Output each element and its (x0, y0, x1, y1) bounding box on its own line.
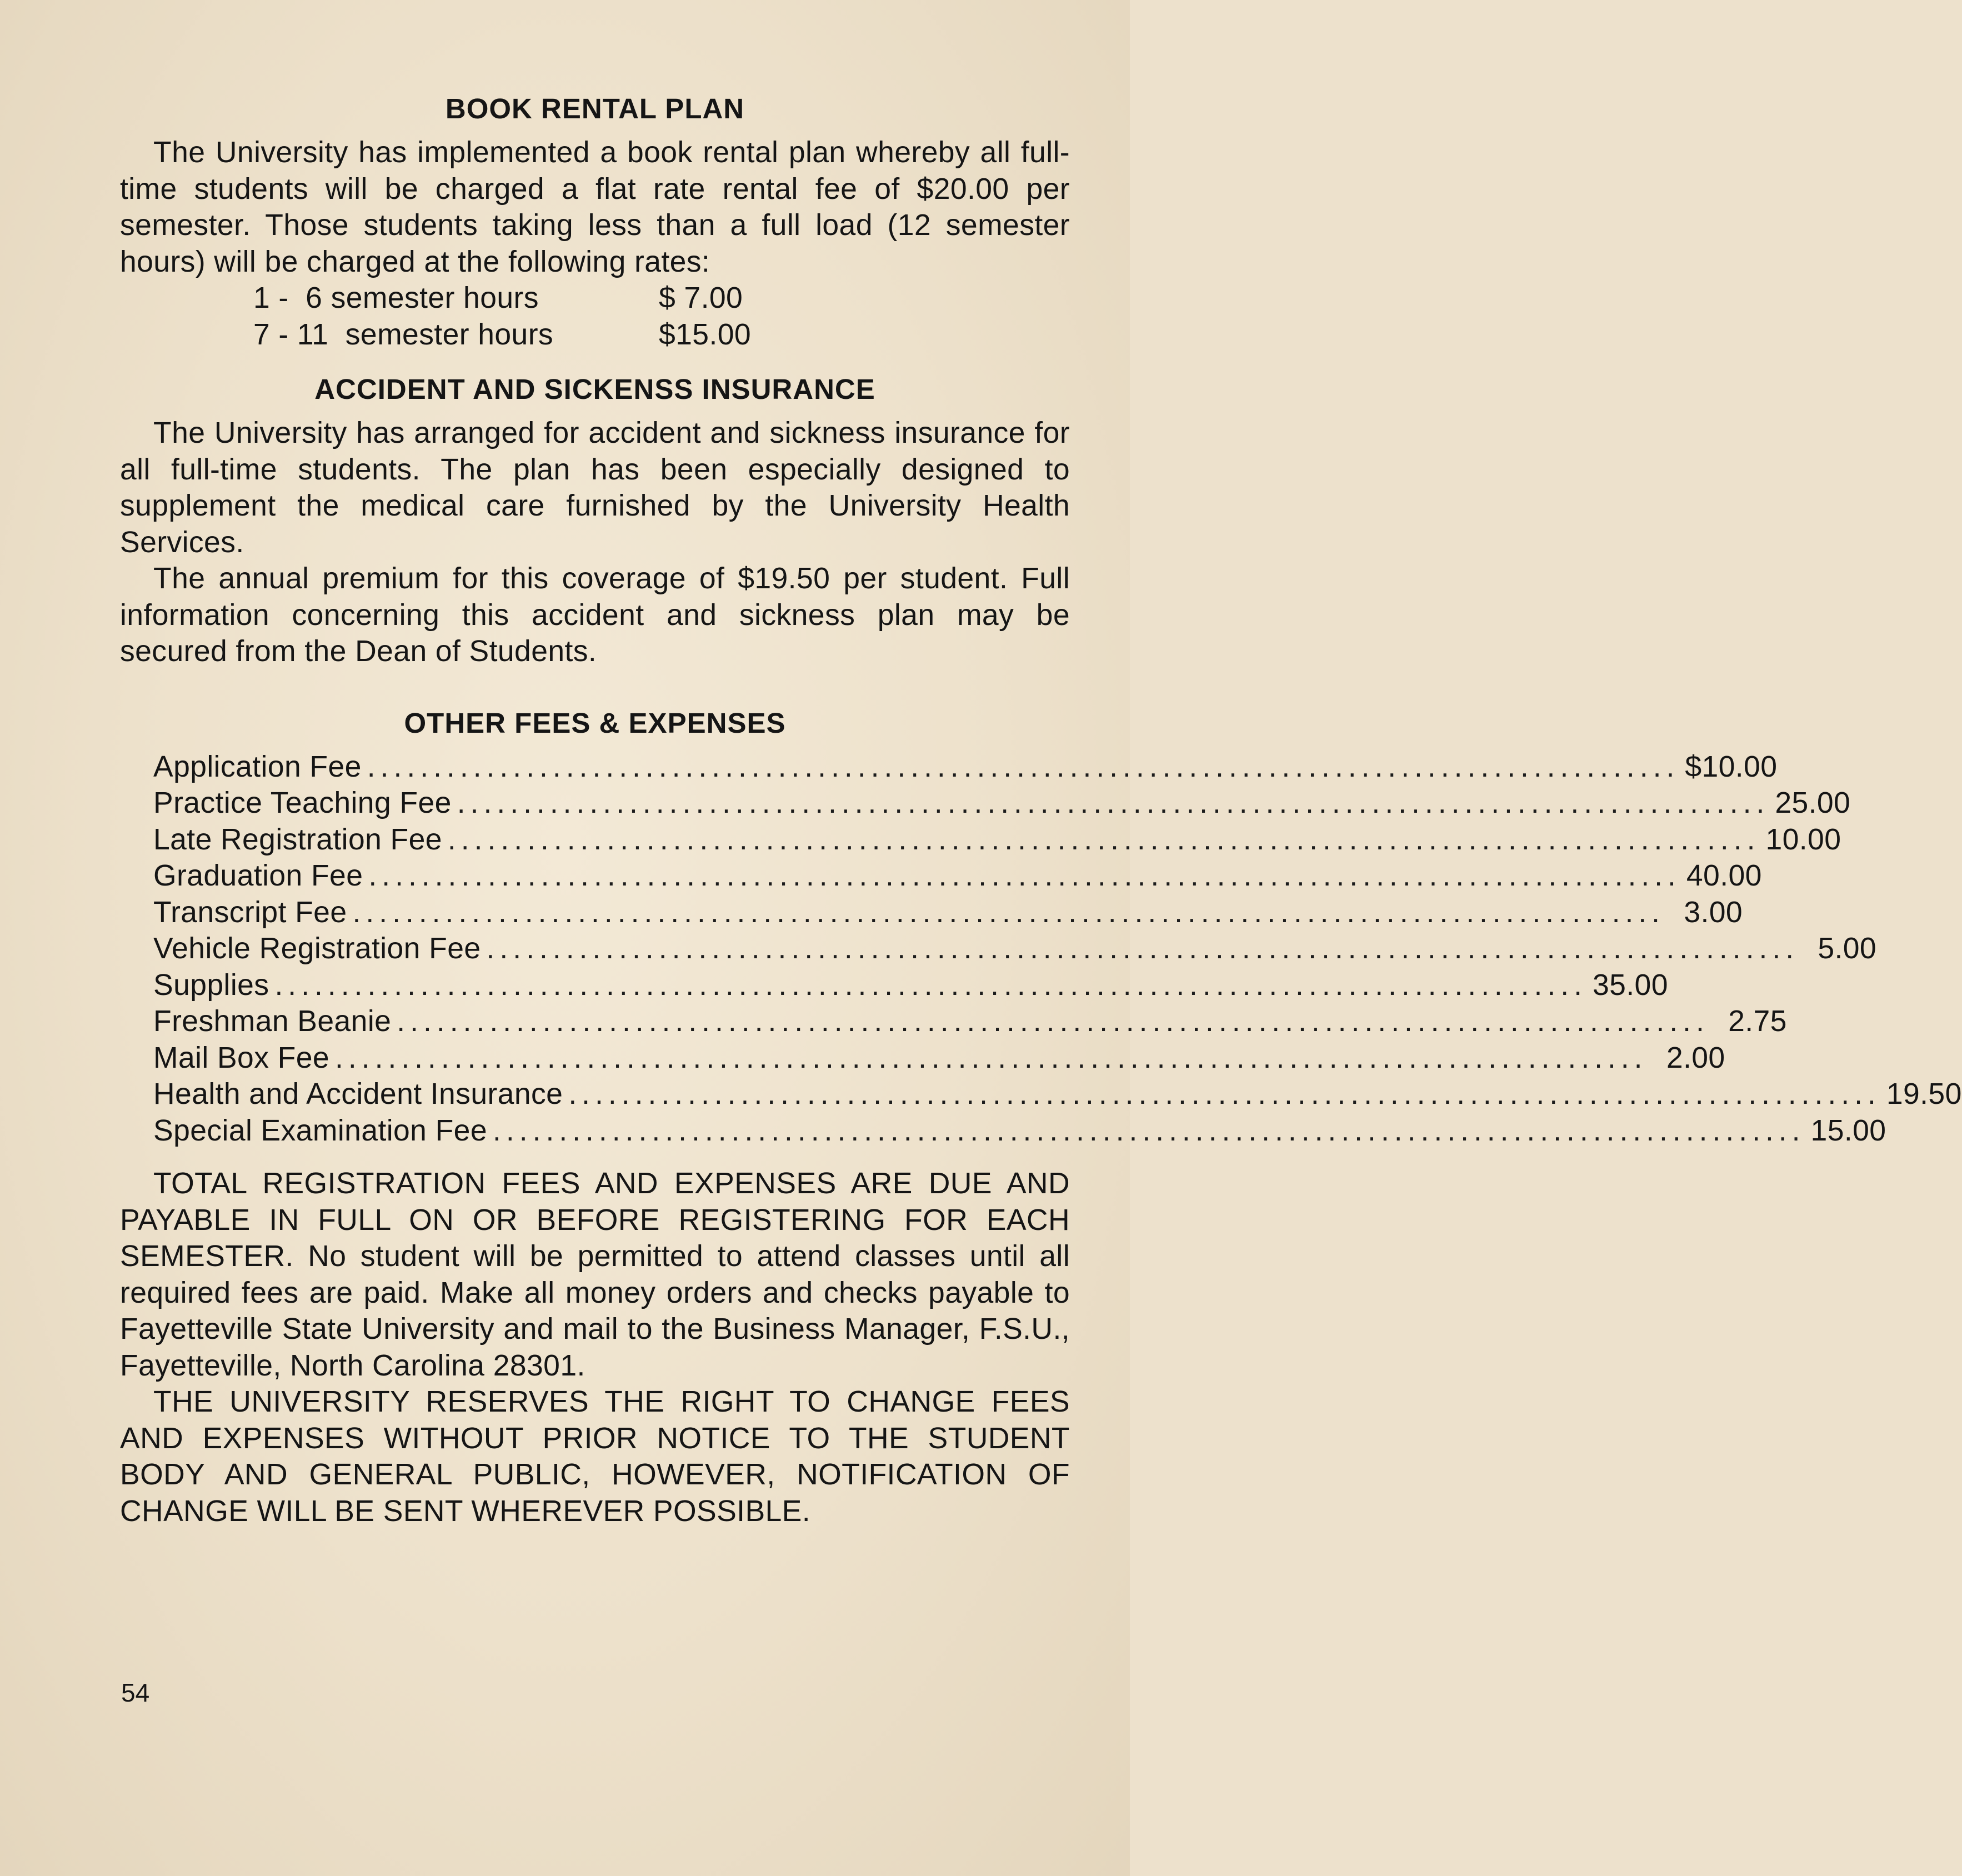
fee-row (153, 931, 1877, 967)
page-content (120, 83, 1962, 1529)
fee-label: Vehicle Registration Fee (153, 932, 481, 965)
fee-label: Practice Teaching Fee (153, 787, 452, 819)
fee-row (153, 967, 1668, 1004)
fee-row (153, 785, 1851, 822)
rate-amount: $ 7.00 (659, 282, 743, 314)
fee-label: Supplies (153, 968, 269, 1002)
fee-row (153, 1113, 1886, 1149)
insurance-paragraph-2: The annual premium for this coverage of $19.50 per student. Full information concerning this accident and sickness plan may be secured from the Dean of Students. (120, 562, 1070, 668)
other-fees-heading: OTHER FEES & EXPENSES (404, 707, 786, 739)
dot-leader: ................................................................................................... (274, 968, 1587, 1002)
fee-label: Health and Accident Insurance (153, 1078, 563, 1110)
fee-label: Special Examination Fee (153, 1114, 487, 1147)
fee-amount: 15.00 (1810, 1114, 1886, 1147)
dot-leader: ................................................................................................... (493, 1114, 1805, 1147)
fee-label: Graduation Fee (153, 859, 363, 892)
fee-amount: 5.00 (1818, 932, 1877, 965)
payment-notice: TOTAL REGISTRATION FEES AND EXPENSES ARE DUE AND PAYABLE IN FULL ON OR BEFORE REGISTERING FOR EACH SEMESTER. No student will be permitted to attend classes until all required fees are paid. Make all money orders and checks payable to Fayetteville State University and mail to the Business Manager, F.S.U., Fayetteville, North Carolina 28301. (120, 1167, 1070, 1382)
dot-leader: ................................................................................................... (352, 896, 1665, 929)
dot-leader: ................................................................................................... (335, 1041, 1648, 1074)
insurance-paragraph-1: The University has arranged for accident and sickness insurance for all full-time students. The plan has been especially designed to supplement the medical care furnished by the University Health Services. (120, 417, 1070, 559)
rate-range: 1 - 6 semester hours (253, 282, 539, 314)
rate-range: 7 - 11 semester hours (253, 318, 554, 351)
fee-row (153, 894, 1743, 931)
fee-label: Transcript Fee (153, 896, 347, 929)
fee-row (153, 749, 1778, 786)
fee-amount: $10.00 (1685, 750, 1778, 783)
fee-row (153, 1040, 1725, 1077)
fee-label: Late Registration Fee (153, 823, 442, 856)
fee-row (153, 1076, 1962, 1113)
fee-label: Application Fee (153, 750, 362, 783)
fee-label: Mail Box Fee (153, 1041, 329, 1074)
dot-leader: ................................................................................................... (367, 750, 1680, 783)
fee-amount: 35.00 (1592, 968, 1668, 1002)
rate-row (120, 317, 1070, 353)
fee-list (153, 749, 1962, 1149)
fee-amount: 2.75 (1728, 1005, 1787, 1038)
fee-amount: 3.00 (1684, 896, 1743, 929)
dot-leader: ................................................................................................... (397, 1005, 1709, 1038)
book-rental-heading: BOOK RENTAL PLAN (445, 93, 745, 124)
fee-amount: 10.00 (1765, 823, 1841, 856)
fee-row (153, 1003, 1787, 1040)
dot-leader: ................................................................................................... (486, 932, 1799, 965)
fee-row (153, 822, 1841, 858)
dot-leader: ................................................................................................... (457, 787, 1770, 819)
fee-amount: 25.00 (1775, 787, 1851, 819)
page-number: 54 (121, 1678, 150, 1707)
reservation-notice: THE UNIVERSITY RESERVES THE RIGHT TO CHANGE FEES AND EXPENSES WITHOUT PRIOR NOTICE TO THE STUDENT BODY AND GENERAL PUBLIC, HOWEVER, NOTIFICATION OF CHANGE WILL BE SENT WHEREVER POSSIBLE. (120, 1385, 1070, 1528)
dot-leader: ................................................................................................... (368, 859, 1681, 892)
book-rental-paragraph: The University has implemented a book rental plan whereby all full-time students will be charged a flat rate rental fee of $20.00 per semester. Those students taking less than a full load (12 semester hours) will be charged at the following rates: (120, 136, 1070, 278)
dot-leader: ................................................................................................... (568, 1078, 1881, 1110)
fee-amount: 2.00 (1666, 1041, 1725, 1074)
rate-row (120, 280, 1070, 317)
rate-amount: $15.00 (659, 318, 752, 351)
fee-label: Freshman Beanie (153, 1005, 392, 1038)
fee-amount: 19.50 (1886, 1078, 1962, 1110)
insurance-heading: ACCIDENT AND SICKENSS INSURANCE (314, 373, 875, 405)
dot-leader: ................................................................................................... (447, 823, 1760, 856)
fee-row (153, 858, 1762, 894)
fee-amount: 40.00 (1686, 859, 1762, 892)
